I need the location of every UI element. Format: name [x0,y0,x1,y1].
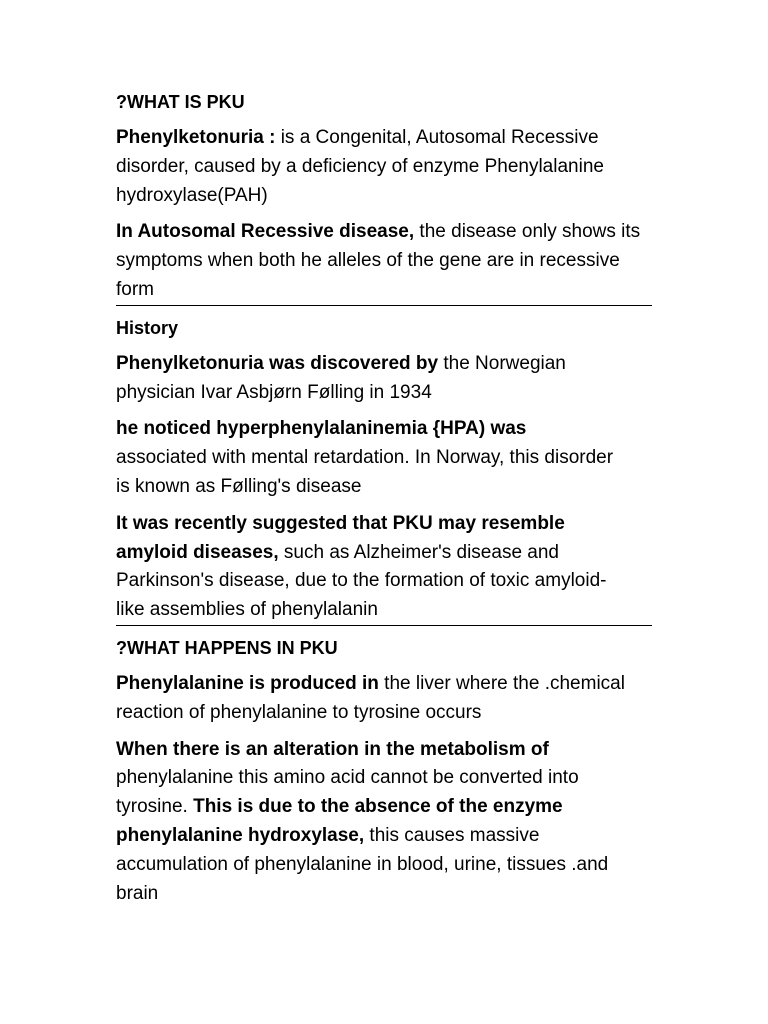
paragraph-bold-lead: Phenylketonuria : [116,127,276,148]
paragraph-text: such as Alzheimer's disease and Parkinson's disease, due to the formation of toxic amyloid-like assemblies of phenylalanin [116,541,607,621]
paragraph-bold-lead: When there is an alteration in the metabolism of [116,738,549,760]
paragraph-text: is a Congenital, Autosomal Recessive disorder, caused by a deficiency of enzyme Phenylalanine hydroxylase(PAH) [116,127,604,206]
paragraph-bold-lead: Phenylketonuria was discovered by [116,352,439,374]
paragraph-hpa [116,415,616,501]
paragraph-text: the disease only shows its symptoms when both he alleles of the gene are in recessive form [116,221,641,300]
paragraph-definition [116,124,646,210]
paragraph-text: the liver where the .chemical reaction of phenylalanine to tyrosine occurs [116,672,625,723]
paragraph-text-tail: this causes massive accumulation of phenylalanine in blood, urine, tissues .and brain [116,824,609,904]
paragraph-bold-cause: This is due to the absence of the enzyme phenylalanine hydroxylase, [116,796,563,846]
paragraph-amyloid [116,510,616,625]
paragraph-text: associated with mental retardation. In Norway, this disorder is known as Følling's disease [116,447,614,497]
paragraph-metabolism [116,736,646,909]
paragraph-bold-lead: Phenylalanine is produced in [116,672,379,694]
paragraph-production [116,670,646,728]
paragraph-bold-lead: In Autosomal Recessive disease, [116,221,415,243]
section-heading-history: History [116,317,179,338]
paragraph-text: phenylalanine this amino acid cannot be converted into tyrosine. [116,767,579,818]
paragraph-discovery [116,350,616,408]
paragraph-text: the Norwegian physician Ivar Asbjørn Følling in 1934 [116,352,566,403]
paragraph-autosomal-recessive [116,218,652,304]
paragraph-bold-lead: It was recently suggested that PKU may resemble amyloid diseases, [116,512,565,563]
section-divider [116,625,652,626]
section-divider [116,305,652,306]
section-heading-what-happens: ?WHAT HAPPENS IN PKU [116,637,338,658]
section-heading-what-is-pku: ?WHAT IS PKU [116,92,245,112]
paragraph-bold-lead: he noticed hyperphenylalaninemia {HPA) was [116,418,527,440]
document-page [116,88,652,916]
